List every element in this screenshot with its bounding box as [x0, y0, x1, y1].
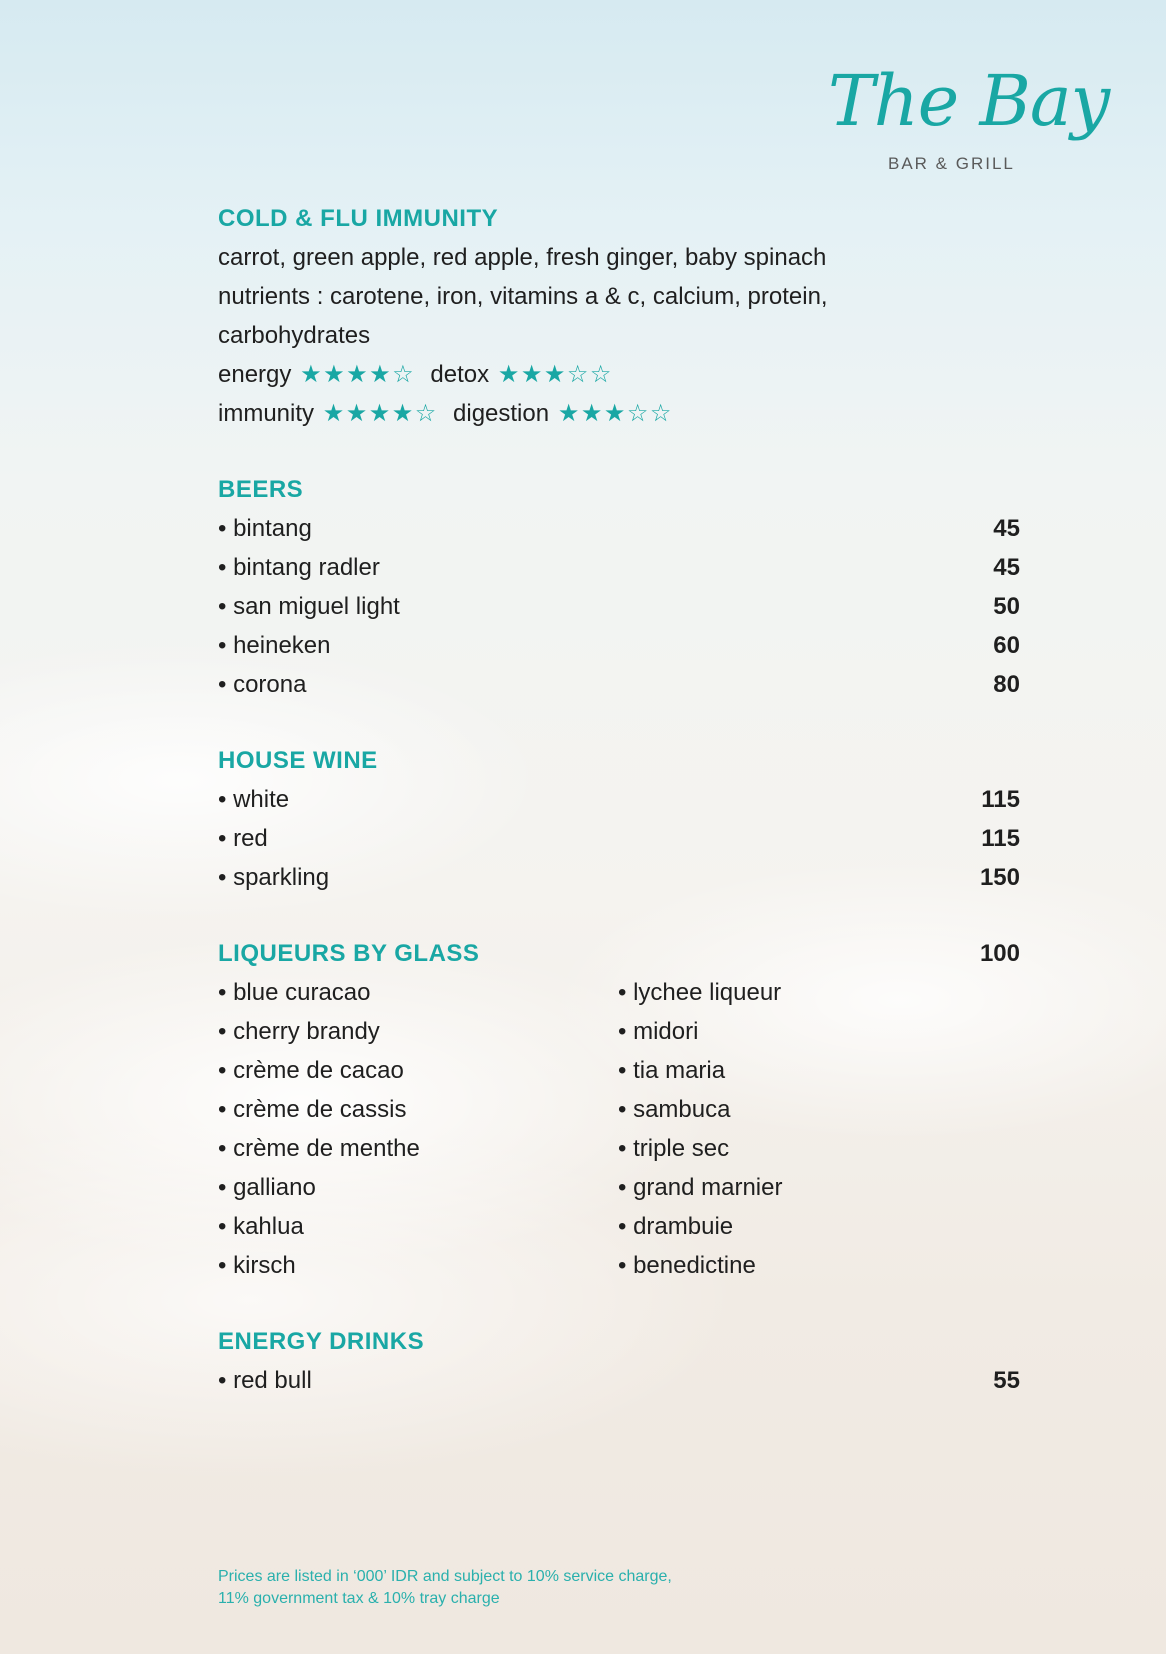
section-beers	[218, 471, 1020, 704]
menu-item	[218, 548, 1020, 587]
menu-item	[218, 509, 1020, 548]
star-filled-icon: ★	[300, 360, 322, 388]
liqueur-column-left	[218, 973, 618, 1285]
rating-immunity	[218, 394, 437, 433]
star-empty-icon: ☆	[589, 360, 612, 388]
star-filled-icon: ★	[520, 360, 543, 388]
item-price: 115	[981, 825, 1020, 852]
section-cold-flu	[218, 200, 1020, 433]
item-name: • san miguel light	[218, 593, 400, 620]
list-item: • crème de menthe	[218, 1135, 420, 1162]
item-price: 60	[993, 632, 1020, 659]
item-name: • red	[218, 825, 268, 852]
section-header	[218, 935, 1020, 973]
item-price: 80	[993, 671, 1020, 698]
star-empty-icon: ☆	[392, 360, 414, 388]
item-name: • red bull	[218, 1367, 312, 1394]
item-name: • heineken	[218, 632, 331, 659]
section-energy-drinks	[218, 1323, 1020, 1400]
section-title: COLD & FLU IMMUNITY	[218, 205, 499, 232]
list-item: • drambuie	[618, 1213, 734, 1240]
menu-item	[218, 819, 1020, 858]
star-filled-icon: ★	[345, 399, 368, 427]
list-item: • lychee liqueur	[618, 979, 782, 1006]
ingredients: carrot, green apple, red apple, fresh ginger, baby spinach	[218, 244, 827, 271]
list-item: • benedictine	[618, 1252, 756, 1279]
rating-line-1	[218, 355, 1020, 394]
liqueur-list	[218, 973, 1020, 1285]
rating-label: energy	[218, 361, 292, 388]
rating-detox	[430, 355, 612, 394]
item-price: 45	[993, 515, 1020, 542]
star-rating	[299, 360, 414, 388]
item-name: • bintang	[218, 515, 312, 542]
list-item: • kahlua	[218, 1213, 304, 1240]
star-filled-icon: ★	[346, 360, 368, 388]
star-filled-icon: ★	[543, 360, 566, 388]
star-empty-icon: ☆	[414, 399, 437, 427]
star-filled-icon: ★	[323, 360, 345, 388]
menu-content	[218, 200, 1020, 1438]
star-filled-icon: ★	[557, 399, 580, 427]
rating-label: immunity	[218, 400, 315, 427]
rating-digestion	[453, 394, 672, 433]
menu-item	[218, 1361, 1020, 1400]
item-price: 115	[981, 786, 1020, 813]
section-title: HOUSE WINE	[218, 747, 378, 774]
item-name: • white	[218, 786, 290, 813]
menu-item	[218, 587, 1020, 626]
star-filled-icon: ★	[603, 399, 626, 427]
star-rating	[322, 399, 437, 427]
menu-item	[218, 780, 1020, 819]
star-filled-icon: ★	[368, 399, 391, 427]
price-footnote	[218, 1566, 672, 1610]
rating-energy	[218, 355, 414, 394]
section-title: BEERS	[218, 476, 304, 503]
logo-subtitle: BAR & GRILL	[888, 154, 1015, 173]
rating-line-2	[218, 394, 1020, 433]
star-rating	[497, 360, 612, 388]
item-price: 45	[993, 554, 1020, 581]
section-title: ENERGY DRINKS	[218, 1328, 425, 1355]
list-item: • triple sec	[618, 1135, 730, 1162]
item-name: • corona	[218, 671, 307, 698]
menu-item	[218, 665, 1020, 704]
star-empty-icon: ☆	[649, 399, 672, 427]
list-item: • blue curacao	[218, 979, 371, 1006]
list-item: • tia maria	[618, 1057, 726, 1084]
item-price: 50	[993, 593, 1020, 620]
footnote-line-2: 11% government tax & 10% tray charge	[218, 1590, 500, 1607]
star-rating	[557, 399, 672, 427]
logo	[820, 60, 1110, 180]
star-filled-icon: ★	[322, 399, 345, 427]
section-title: LIQUEURS BY GLASS	[218, 940, 480, 967]
menu-item	[218, 858, 1020, 897]
star-filled-icon: ★	[391, 399, 414, 427]
nutrients-line-2: carbohydrates	[218, 322, 371, 349]
list-item: • grand marnier	[618, 1174, 783, 1201]
liqueur-column-right	[618, 973, 1018, 1285]
logo-script: The Bay	[828, 60, 1110, 142]
list-item: • cherry brandy	[218, 1018, 380, 1045]
star-empty-icon: ☆	[626, 399, 649, 427]
list-item: • crème de cacao	[218, 1057, 404, 1084]
section-liqueurs	[218, 935, 1020, 1285]
nutrients-line-1: nutrients : carotene, iron, vitamins a & c, calcium, protein,	[218, 283, 828, 310]
list-item: • sambuca	[618, 1096, 731, 1123]
section-price: 100	[979, 940, 1020, 967]
rating-label: digestion	[453, 400, 550, 427]
rating-label: detox	[430, 361, 490, 388]
list-item: • galliano	[218, 1174, 316, 1201]
item-name: • bintang radler	[218, 554, 380, 581]
list-item: • midori	[618, 1018, 699, 1045]
star-filled-icon: ★	[369, 360, 391, 388]
item-name: • sparkling	[218, 864, 330, 891]
section-house-wine	[218, 742, 1020, 897]
item-price: 150	[979, 864, 1020, 891]
item-price: 55	[993, 1367, 1020, 1394]
star-empty-icon: ☆	[566, 360, 589, 388]
menu-item	[218, 626, 1020, 665]
list-item: • kirsch	[218, 1252, 296, 1279]
footnote-line-1: Prices are listed in ‘000’ IDR and subject to 10% service charge,	[218, 1568, 672, 1585]
list-item: • crème de cassis	[218, 1096, 407, 1123]
star-filled-icon: ★	[580, 399, 603, 427]
star-filled-icon: ★	[497, 360, 520, 388]
